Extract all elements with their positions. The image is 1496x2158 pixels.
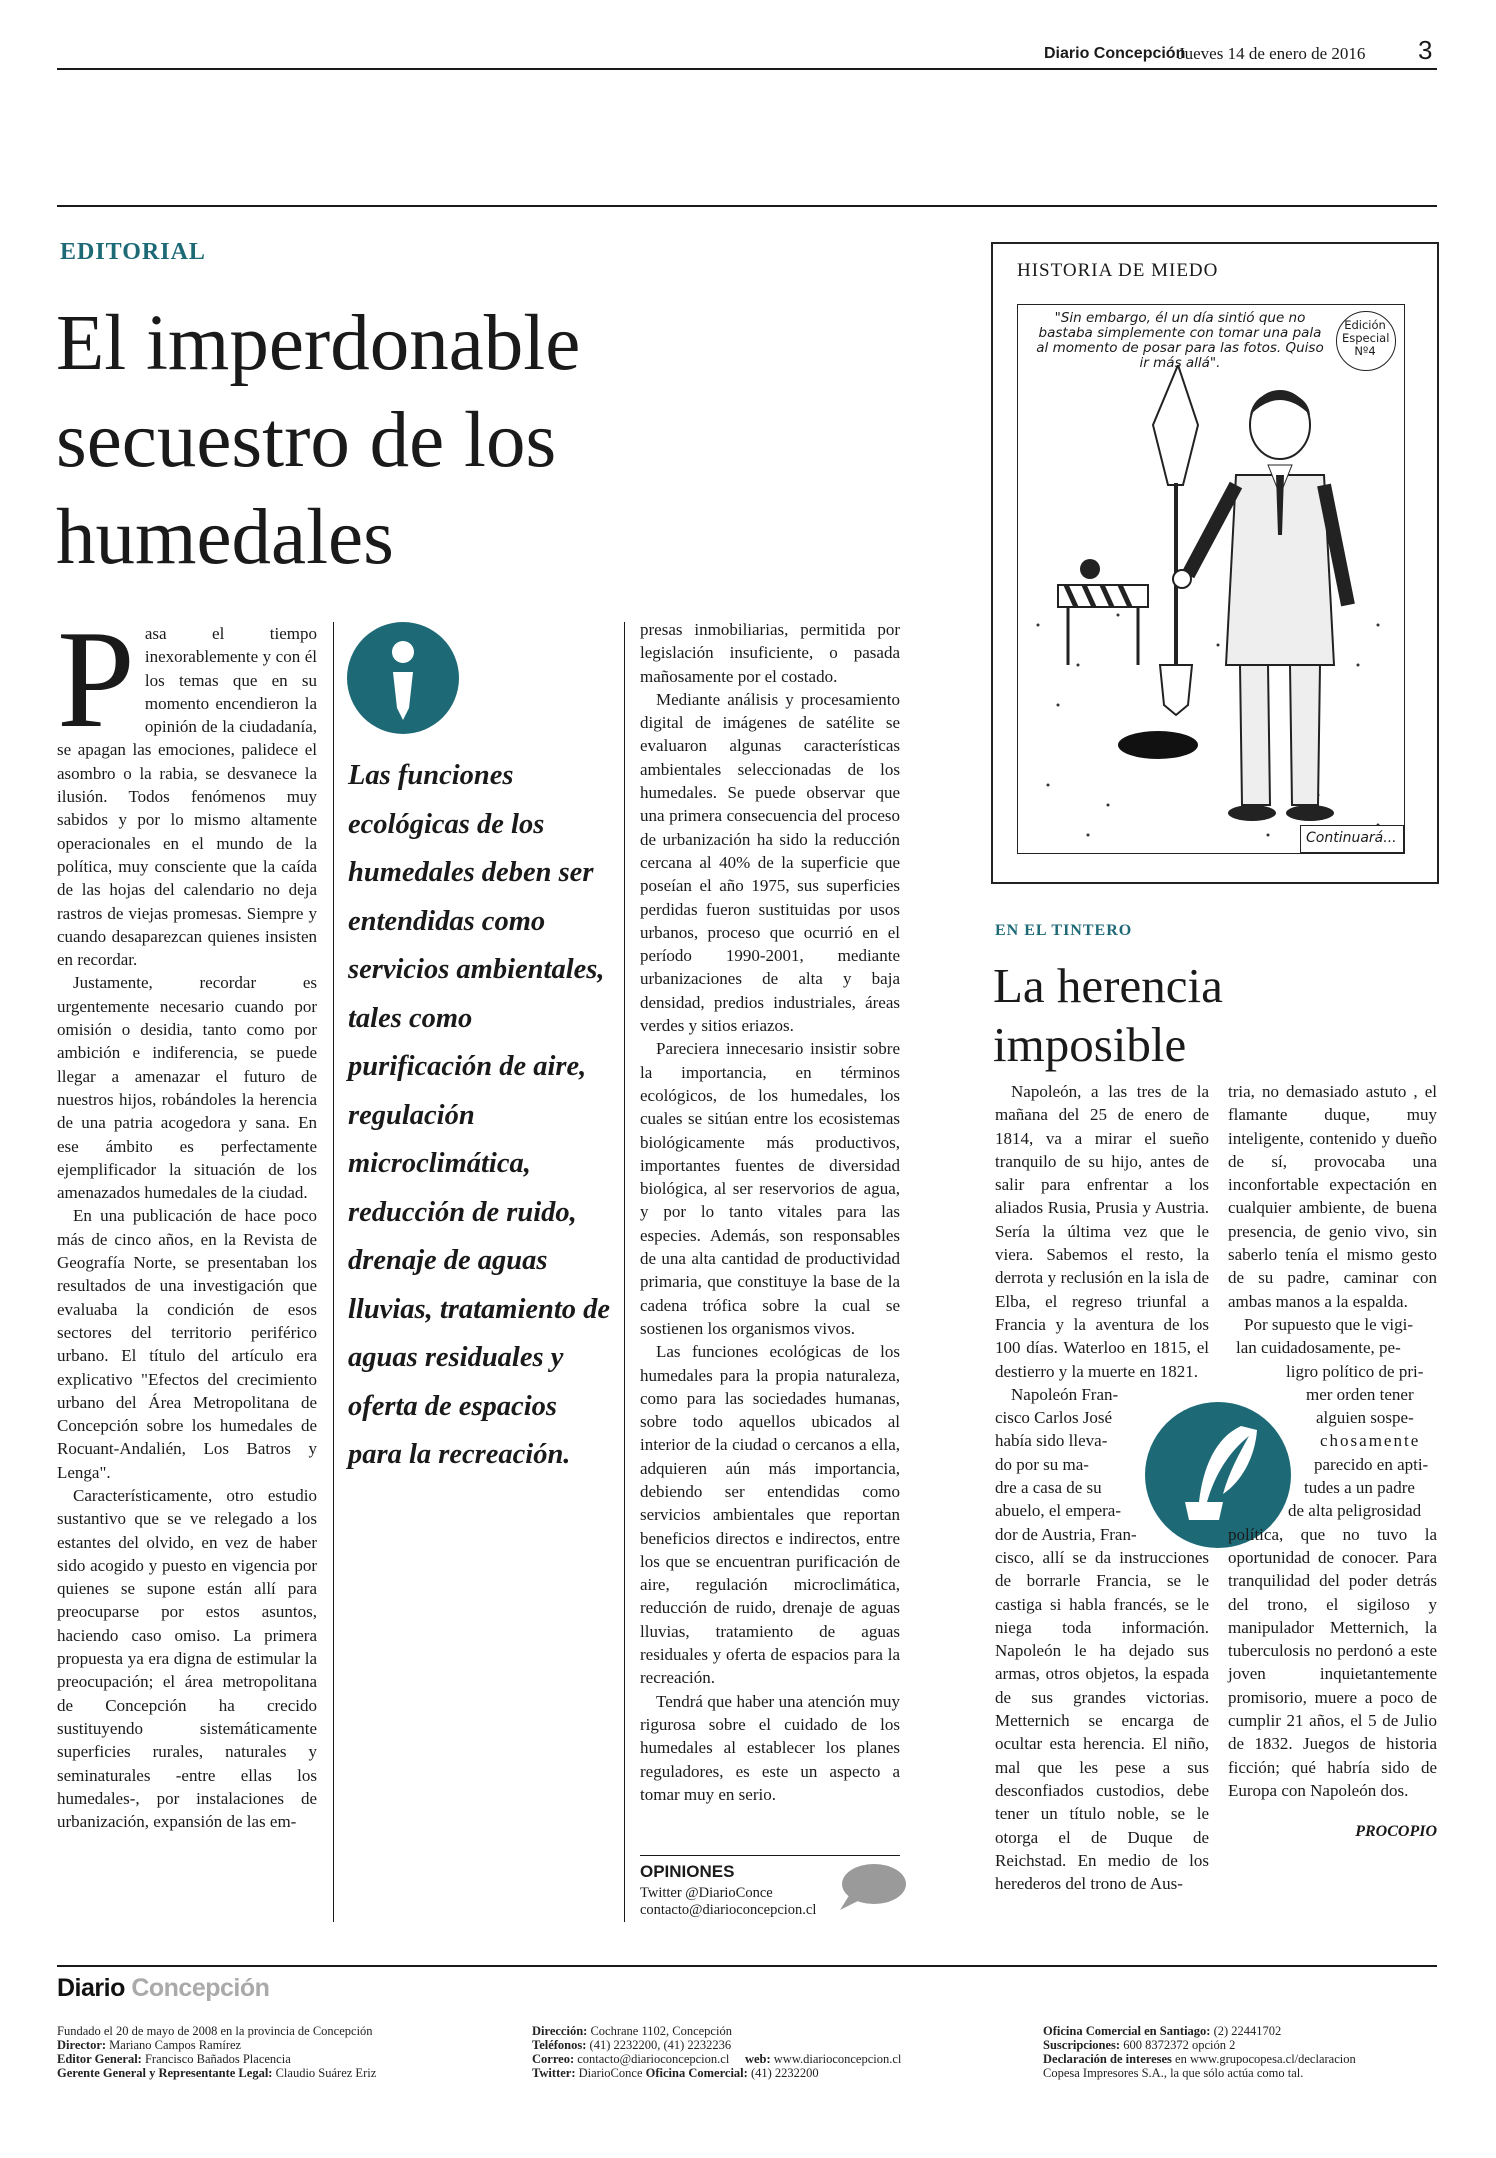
- tintero-paragraph: Napoleón, a las tres de la mañana del 25 de enero de 1814, va a mirar el sueño tranquilo de su hijo, antes de salir para enfrentar a los aliados Rusia, Prusia y Austria. Sería la última vez que le viera. Sabemos el resto, la derrota y reclusión en la isla de Elba, el regreso triunfal a Francia y la aventura de los 100 días. Waterloo en 1815, el destierro y la muerte en 1821.: [995, 1082, 1209, 1381]
- footer-line: Gerente General y Representante Legal: Claudio Suárez Eriz: [57, 2066, 377, 2080]
- info-icon: [347, 622, 459, 734]
- tintero-line: parecido en apti-: [1314, 1454, 1429, 1474]
- tintero-column-b: [1228, 1080, 1437, 1844]
- comic-title: HISTORIA DE MIEDO: [1017, 260, 1219, 281]
- editorial-paragraph: Pareciera innecesario insistir sobre la importancia, en términos ecológicos, de los humedales, los cuales se sitúan entre los ecosistemas biológicamente más productivos, importantes fuentes de diversidad biológica, al ser reservorios de agua, y por lo tanto vitales para las especies. Además, son responsables de una alta cantidad de productividad primaria, que constituye la base de la cadena trófica sobre la cual se sostienen los organismos vivos.: [640, 1039, 900, 1338]
- tintero-line: Napoleón Fran-: [1011, 1384, 1119, 1404]
- footer-line: Twitter: DiarioConce Oficina Comercial: (41) 2232200: [532, 2066, 819, 2080]
- footer-rule: [57, 1965, 1437, 1967]
- footer-logo-diario: Diario: [57, 1974, 125, 2002]
- drop-cap: P: [57, 602, 135, 757]
- tintero-line: mer orden tener: [1306, 1384, 1414, 1404]
- tintero-line: abuelo, el empera-: [995, 1501, 1122, 1521]
- tintero-line: había sido lleva-: [995, 1431, 1108, 1451]
- editorial-paragraph: Tendrá que haber una atención muy rigurosa sobre el cuidado de los humedales al establecer los planes reguladores, es este un aspecto a tomar muy en serio.: [640, 1691, 900, 1804]
- editorial-paragraph: Las funciones ecológicas de los humedales para la propia naturaleza, como para las sociedades humanas, sobre todo aquellos ubicados al interior de la ciudad o cercanos a ella, adquieren aún más importancia, debiendo ser entendidas como servicios ambientales que reportan beneficios directos e indirectos, entre los que se encuentran purificación de aire, regulación microclimática, reducción de ruido, drenaje de aguas lluvias, tratamiento de aguas residuales y oferta de espacios para la recreación.: [640, 1342, 900, 1688]
- opiniones-title: OPINIONES: [640, 1862, 735, 1881]
- footer-line: Fundado el 20 de mayo de 2008 en la provincia de Concepción: [57, 2024, 373, 2038]
- opiniones-box: [640, 1862, 910, 1922]
- tintero-line: dre a casa de su: [995, 1478, 1102, 1498]
- column-divider: [333, 622, 334, 1922]
- editorial-title-line: humedales: [56, 494, 394, 581]
- footer-line: Oficina Comercial en Santiago: (2) 22441702: [1043, 2024, 1282, 2038]
- comic-frame: [1017, 304, 1405, 854]
- footer-logo-concepcion: Concepción: [131, 1974, 270, 2002]
- tintero-kicker: EN EL TINTERO: [995, 922, 1133, 939]
- footer-line: Correo: contacto@diarioconcepcion.cl web: www.diarioconcepcion.cl: [532, 2052, 902, 2066]
- tintero-line: alguien sospe-: [1316, 1408, 1414, 1428]
- footer-line: Teléfonos: (41) 2232200, (41) 2232236: [532, 2038, 732, 2052]
- tintero-paragraph: tria, no demasiado astuto , el flamante duque, muy inteligente, contenido y dueño de sí, provocaba una inconfortable expectación en cualquier ambiente, de buena presencia, de genio vivo, sin saberlo tenía el mismo gesto de su padre, caminar con ambas manos a la espalda.: [1228, 1082, 1437, 1311]
- opiniones-email[interactable]: contacto@diarioconcepcion.cl: [640, 1902, 817, 1918]
- footer-column-3: [1043, 2024, 1443, 2080]
- tintero-title: [993, 956, 1223, 1074]
- footer-line: Declaración de intereses en www.grupocopesa.cl/declaracion: [1043, 2052, 1356, 2066]
- tintero-line: cisco Carlos José: [995, 1408, 1113, 1428]
- header-rule: [57, 68, 1437, 70]
- editorial-paragraph: Mediante análisis y procesamiento digital de imágenes de satélite se evaluaron algunas características ambientales seleccionadas de los humedales. Se puede observar que una primera consecuencia del proceso de urbanización ha sido la reducción cercana al 40% de la superficie que poseían el año 1975, sus superficies perdidas fueron sustituidas por usos urbanos, proceso que ocurrió en el período 1990-2001, mediante urbanizaciones de alta y baja densidad, predios industriales, áreas verdes y sitios eriazos.: [640, 689, 900, 1036]
- editorial-paragraph: Característicamente, otro estudio sustantivo que se ve relegado a los estantes del olvido, en vez de haber sido acogido y puesto en vigencia por quienes se supone están allí para preocuparse por estos asuntos, haciendo caso omiso. La primera propuesta ya era digna de estimular la preocupación; el área metropolitana de Concepción ha crecido sustituyendo sistemáticamente superficies rurales, naturales y seminaturales -entre ellas los humedales-, por instalaciones de urbanización, expansión de las em-: [57, 1485, 317, 1832]
- tintero-line: Por supuesto que le vigi-: [1244, 1314, 1414, 1334]
- opiniones-twitter[interactable]: Twitter @DiarioConce: [640, 1885, 773, 1901]
- footer-line: Copesa Impresores S.A., la que sólo actúa como tal.: [1043, 2066, 1304, 2080]
- footer-line: Suscripciones: 600 8372372 opción 2: [1043, 2038, 1236, 2052]
- tintero-title-line: imposible: [993, 1017, 1187, 1072]
- footer-column-2: [532, 2024, 1012, 2080]
- editorial-paragraph: presas inmobiliarias, permitida por legislación insuficiente, o pasada mañosamente por el costado.: [640, 620, 900, 686]
- editorial-column-3: [640, 618, 900, 1806]
- tintero-line: chosamente: [1320, 1431, 1421, 1451]
- editorial-kicker: EDITORIAL: [60, 239, 206, 265]
- editorial-title: [56, 295, 580, 586]
- page-header: [0, 30, 1496, 70]
- tintero-paragraph: cisco, allí se da instrucciones de borrarle Francia, se le castiga si habla francés, se le niega toda información. Napoleón le ha dejado sus armas, otros objetos, la espada de sus grandes victorias. Metternich se encarga de ocultar esta herencia. El niño, mal que les pese a sus desconfiados custodios, debe tener un título noble, se le otorga el de Duque de Reichstad. En medio de los herederos del trono de Aus-: [995, 1547, 1209, 1894]
- footer-line: Dirección: Cochrane 1102, Concepción: [532, 2024, 732, 2038]
- editorial-title-line: secuestro de los: [56, 397, 557, 484]
- tintero-paragraph: política, que no tuvo la oportunidad de conocer. Para tranquilidad del poder detrás del trono, el sigiloso y manipulador Metternich, la tuberculosis no perdonó a este joven inquietantemente promisorio, muere a poco de cumplir 21 años, el 5 de Julio de 1832. Juegos de historia ficción; qué habría sido de Europa con Napoleón dos.: [1228, 1524, 1437, 1800]
- tintero-wrapped-lines-b: [1228, 1313, 1437, 1523]
- tintero-wrapped-lines: [995, 1383, 1129, 1523]
- editorial-paragraph: Justamente, recordar es urgentemente necesario cuando por omisión o desidia, tanto como por ambición e indiferencia, se puede llegar a amenazar el futuro de nuestros hijos, robándoles la herencia de una patria acogedora y sana. En ese ámbito es perfectamente ejemplificador la situación de los amenazados humedales de la ciudad.: [57, 973, 317, 1203]
- comic-badge-text: Edición Especial Nº4: [1342, 318, 1390, 358]
- tintero-line: do por su ma-: [995, 1454, 1089, 1474]
- tintero-line: lan cuidadosamente, pe-: [1236, 1338, 1401, 1358]
- editorial-paragraph: En una publicación de hace poco más de cinco años, en la Revista de Geografía Norte, se presentaban los resultados de una investigación que evaluaba la condición de esos sectores del territorio periférico urbano. El título del artículo era explicativo "Efectos del crecimiento urbano del Área Metropolitana de Concepción sobre los humedales de Rocuant-Andalién, Los Batros y Lenga".: [57, 1206, 317, 1482]
- tintero-line: tudes a un padre: [1304, 1478, 1415, 1498]
- tintero-title-line: La herencia: [993, 958, 1223, 1013]
- footer-line: Editor General: Francisco Bañados Placencia: [57, 2052, 291, 2066]
- footer-column-1: [57, 2024, 517, 2080]
- editorial-column-1: [57, 602, 317, 1833]
- speech-bubble-icon: [836, 1862, 908, 1914]
- page-number: 3: [1418, 35, 1433, 65]
- header-date: Jueves 14 de enero de 2016: [1178, 44, 1366, 63]
- comic-panel: [991, 242, 1439, 884]
- tintero-line: dor de Austria, Fran-: [995, 1524, 1137, 1544]
- top-section-rule: [57, 205, 1437, 207]
- tintero-line: de alta peligrosidad: [1288, 1501, 1422, 1521]
- editorial-paragraph: asa el tiempo inexorablemente y con él los temas que en su momento encendieron la opinión de la ciudadanía, se apagan las emociones, palidece el asombro o la rabia, se desvanece la ilusión. Todos fenómenos muy sabidos y por lo mismo altamente operacionales en el mundo de la política, muy consciente que la caída de las hojas del calendario no deja rastros de viejas promesas. Siempre y cuando desaparezcan quienes insisten en recordar.: [57, 624, 317, 970]
- editorial-title-line: El imperdonable: [56, 300, 581, 387]
- comic-illustration: [1018, 365, 1404, 853]
- footer-logo: [57, 1974, 269, 2003]
- footer-line: Director: Mariano Campos Ramírez: [57, 2038, 242, 2052]
- comic-continue-text: Continuará...: [1306, 830, 1397, 846]
- header-paper-name: Diario Concepción: [1044, 45, 1186, 62]
- opiniones-rule: [640, 1855, 900, 1856]
- comic-caption: "Sin embargo, él un día sintió que no bastaba simplemente con tomar una pala al momento de posar para las fotos. Quiso ir más allá".: [1036, 310, 1324, 371]
- pull-quote: Las funciones ecológicas de los humedales deben ser entendidas como servicios ambientales, tales como purificación de aire, regulación microclimática, reducción de ruido, drenaje de aguas lluvias, tratamiento de aguas residuales y oferta de espacios para la recreación.: [348, 760, 611, 1470]
- tintero-line: ligro político de pri-: [1286, 1361, 1424, 1381]
- column-divider: [624, 622, 625, 1922]
- tintero-signature: PROCOPIO: [1355, 1823, 1437, 1841]
